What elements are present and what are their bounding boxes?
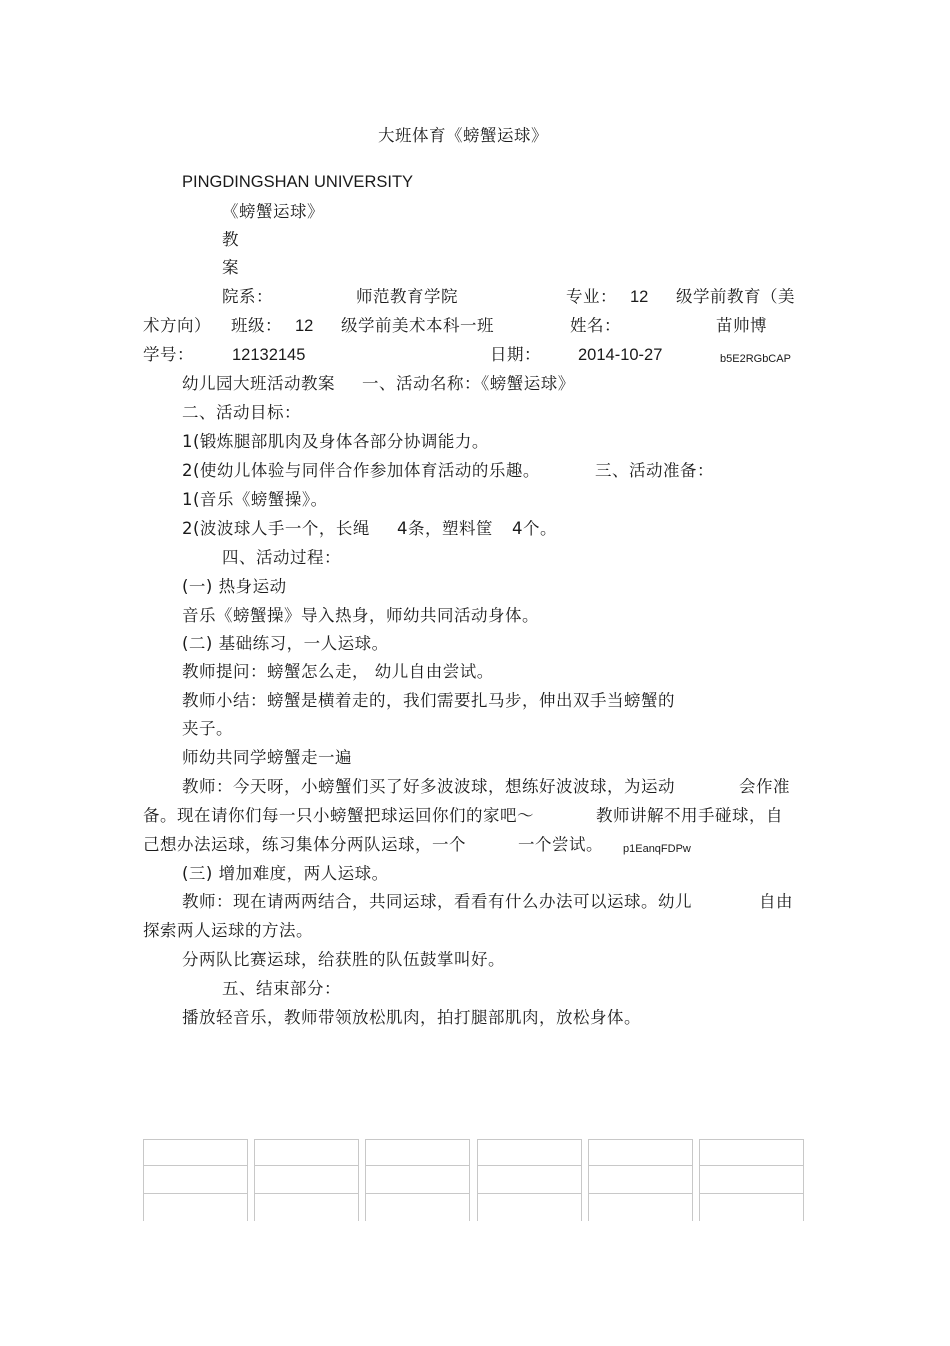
dept-label: 院系： [222,287,273,306]
code-1: b5E2RGbCAP [720,353,791,365]
title-text: 大班体育《螃蟹运球》 [378,126,548,145]
grid-column [477,1139,582,1221]
id-label: 学号： [143,345,194,364]
major-num: 12 [630,288,649,306]
grid-column [699,1139,804,1221]
major-cont: 术方向） [143,316,211,335]
class-value: 级学前美术本科一班 [341,316,494,335]
grid-column [143,1139,248,1221]
class-num: 12 [295,317,314,335]
dept-value: 师范教育学院 [356,287,458,306]
major-value: 级学前教育（美 [676,287,795,306]
name-value: 苗帅博 [716,316,767,335]
major-label: 专业： [566,287,617,306]
grid-column [365,1139,470,1221]
date-value: 2014-10-27 [578,346,663,364]
empty-grid-table [143,1139,806,1221]
date-label: 日期： [490,345,541,364]
id-value: 12132145 [232,346,306,364]
grid-column [588,1139,693,1221]
class-label: 班级： [231,316,282,335]
code-2: p1EanqFDPw [623,843,691,855]
grid-column [254,1139,359,1221]
name-label: 姓名： [570,316,621,335]
document-page: 大班体育《螃蟹运球》 PINGDINGSHAN UNIVERSITY 《螃蟹运球》 教 案 院系： 师范教育学院 专业： 12 级学前教育（美 术方向） 班级： 12 级学前美术本科一班 姓名： 苗帅博 学号： 12132145 日期： 2014-10-27 b5E2RGbCAP 幼儿园大班活动教案 一、活动名称：《螃蟹运球》 二、活动目标： 1(锻炼腿部肌肉及身体各部分协调能力。 2(使幼儿体验与同伴合作参加体育活动的乐趣。 三、活动准备： 1(音乐《螃蟹操》。 2(波波球人手一个，长绳 4条，塑料筐 4个。 四、活动过程： (一) 热身运动 音乐《螃蟹操》导入热身，师幼共同活动身体。 (二) 基础练习，一人运球。 教师提问：螃蟹怎么走， 幼儿自由尝试。 教师小结：螃蟹是横着走的，我们需要扎马步，伸出双手当螃蟹的 夹子。 师幼共同学螃蟹走一遍 教师：今天呀，小螃蟹们买了好多波波球，想练好波波球，为运动 会作准 备。现在请你们每一只小螃蟹把球运回你们的家吧～ 教师讲解不用手碰球，自 己想办法运球，练习集体分两队运球，一个 一个尝试。 p1EanqFDPw (三) 增加难度，两人运球。 教师：现在请两两结合，共同运球，看看有什么办法可以运球。幼儿 自由 探索两人运球的方法。 分两队比赛运球，给获胜的队伍鼓掌叫好。 五、结束部分： 播放轻音乐，教师带领放松肌肉，拍打腿部肌肉，放松身体。 [0,0,950,1346]
